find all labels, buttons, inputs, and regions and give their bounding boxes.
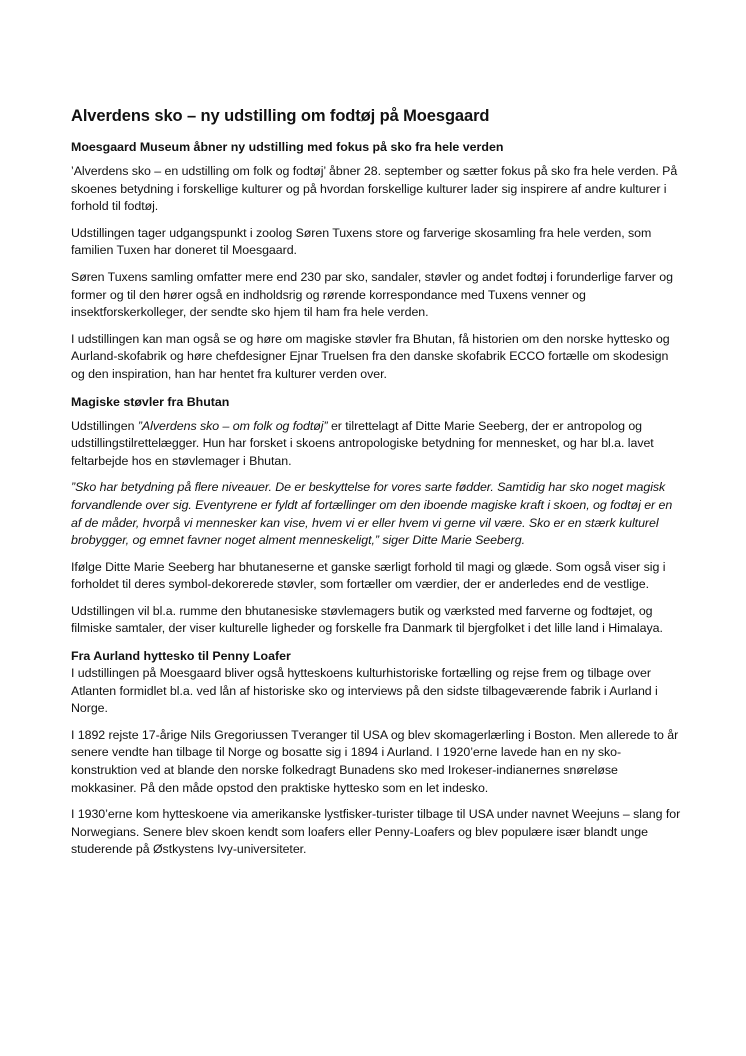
paragraph-collection-size: Søren Tuxens samling omfatter mere end 230 par sko, sandaler, støvler og andet fodtøj i forunderlige farver og former og til den hører også en indholdsrig og rørende korrespondance med Tuxens venner og insektforskerkolleger, der sendte sko hjem til ham fra hele verden. [71, 269, 673, 320]
document-subtitle: Moesgaard Museum åbner ny udstilling med fokus på sko fra hele verden [71, 140, 504, 154]
paragraph-intro: ’Alverdens sko – en udstilling om folk og fodtøj’ åbner 28. september og sætter fokus på sko fra hele verden. På skoenes betydning i forskellige kulturer og på hvordan forskellige kulturer lader sig inspirere af andre kulturer i forhold til fodtøj. [71, 164, 678, 214]
paragraph-curator [71, 418, 681, 471]
exhibition-name-italic: ”Alverdens sko – om folk og fodtøj” [137, 418, 328, 433]
paragraph-exhibition-content: I udstillingen kan man også se og høre om magiske støvler fra Bhutan, få historien om den norske hyttesko og Aurland-skofabrik og høre chefdesigner Ejnar Truelsen fra den danske skofabrik ECCO fortælle om skodesign og den inspiration, han har hentet fra kulturer verden over. [71, 331, 670, 381]
curator-prefix: Udstillingen [71, 418, 138, 433]
paragraph-bhutan-magic: Ifølge Ditte Marie Seeberg har bhutaneserne et ganske særligt forhold til magi og glæde. Som også viser sig i forholdet til deres symbol-dekorerede støvler, som fortæller om værdier, der er anderledes end de vestlige. [71, 559, 666, 592]
curator-suffix: er tilrettelagt af Ditte Marie Seeberg, der er antropolog og udstillingstilrettelægger. Hun har forsket i skoens antropologiske betydning for mennesket, og har bl.a. lavet feltarbejde hos en støvlemager i Bhutan. [71, 418, 654, 468]
paragraph-bhutan-workshop: Udstillingen vil bl.a. rumme den bhutanesiske støvlemagers butik og værksted med farverne og fodtøjet, og filmiske samtaler, der viser kulturelle ligheder og forskelle fra Danmark til bjergfolket i det lille land i Himalaya. [71, 603, 663, 636]
paragraph-weejuns: I 1930’erne kom hytteskoene via amerikanske lystfisker-turister tilbage til USA under navnet Weejuns – slang for Norwegians. Senere blev skoen kendt som loafers eller Penny-Loafers og blev populære især blandt unge studerende på Østkystens Ivy-universiteter. [71, 807, 681, 857]
paragraph-tveranger: I 1892 rejste 17-årige Nils Gregoriussen Tveranger til USA og blev skomagerlærling i Boston. Men allerede to år senere vendte han tilbage til Norge og bosatte sig i 1894 i Aurland. I 1920’erne lavede han en ny sko-konstruktion ved at blande den norske folkedragt Bunadens sko med Irokeser-indianernes snøreløse mokkasiner. På den måde opstod den praktiske hyttesko som en let indesko. [71, 727, 679, 795]
quote-text: ”Sko har betydning på flere niveauer. De er beskyttelse for vores sarte fødder. Samtidig har sko noget magisk forvandlende over sig. Eventyrene er fyldt af fortællinger om den iboende magiske kraft i skoen, og fodtøj er en af de måder, hvorpå vi mennesker kan vise, hvem vi er eller hvem vi gerne vil være. Sko er en stærk kulturel brobygger, og emnet favner noget alment menneskeligt,” siger Ditte Marie Seeberg. [71, 480, 673, 548]
section-heading-aurland: Fra Aurland hyttesko til Penny Loafer [71, 649, 291, 664]
document-page [71, 106, 681, 868]
paragraph-quote [71, 479, 681, 549]
paragraph-collection-origin: Udstillingen tager udgangspunkt i zoolog Søren Tuxens store og farverige skosamling fra hele verden, som familien Tuxen har doneret til Moesgaard. [71, 225, 652, 258]
paragraph-aurland-story: I udstillingen på Moesgaard bliver også hytteskoens kulturhistoriske fortælling og rejse frem og tilbage over Atlanten formidlet bl.a. ved lån af historiske sko og interviews på den sidste tilbageværende fabrik i Aurland i Norge. [71, 666, 658, 716]
document-title: Alverdens sko – ny udstilling om fodtøj på Moesgaard [71, 107, 490, 125]
section-heading-bhutan: Magiske støvler fra Bhutan [71, 394, 230, 409]
